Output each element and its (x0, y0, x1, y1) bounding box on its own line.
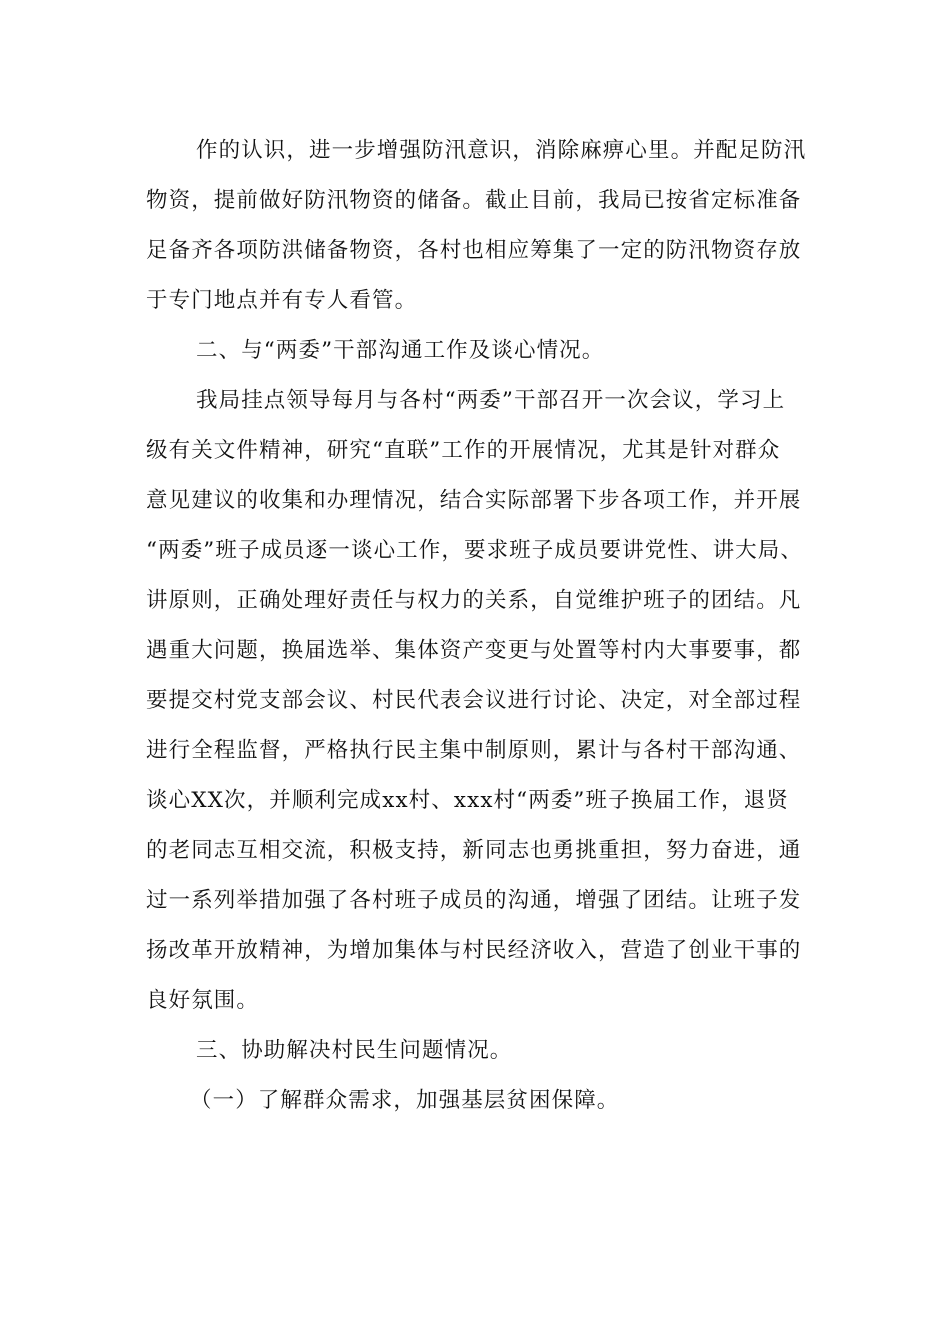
paragraph-line: 谈心XX次，并顺利完成xx村、xxx村“两委”班子换届工作，退贤 (146, 788, 789, 813)
paragraph-line: 扬改革开放精神，为增加集体与村民经济收入，营造了创业干事的 (146, 938, 802, 963)
paragraph-line: 的老同志互相交流，积极支持，新同志也勇挑重担，努力奋进，通 (146, 838, 802, 863)
section-heading: 三、协助解决村民生问题情况。 (196, 1038, 513, 1063)
paragraph-line: 作的认识，进一步增强防汛意识，消除麻痹心里。并配足防汛 (196, 138, 807, 163)
paragraph-line: “两委”班子成员逐一谈心工作，要求班子成员要讲党性、讲大局、 (146, 538, 803, 563)
paragraph-line: 进行全程监督，严格执行民主集中制原则，累计与各村干部沟通、 (146, 738, 802, 763)
paragraph-line: 要提交村党支部会议、村民代表会议进行讨论、决定，对全部过程 (146, 688, 802, 713)
paragraph-line: 意见建议的收集和办理情况，结合实际部署下步各项工作，并开展 (146, 488, 802, 513)
paragraph-line: 讲原则，正确处理好责任与权力的关系，自觉维护班子的团结。凡 (146, 588, 802, 613)
subsection-heading: （一）了解群众需求，加强基层贫困保障。 (190, 1088, 620, 1113)
paragraph-line: 足备齐各项防洪储备物资，各村也相应筹集了一定的防汛物资存放 (146, 238, 802, 263)
paragraph-line: 遇重大问题，换届选举、集体资产变更与处置等村内大事要事，都 (146, 638, 802, 663)
paragraph-line: 良好氛围。 (146, 988, 260, 1013)
paragraph-line: 级有关文件精神，研究“直联”工作的开展情况，尤其是针对群众 (146, 438, 781, 463)
paragraph-line: 我局挂点领导每月与各村“两委”干部召开一次会议，学习上 (196, 388, 786, 413)
section-heading: 二、与“两委”干部沟通工作及谈心情况。 (196, 338, 605, 363)
paragraph-line: 于专门地点并有专人看管。 (146, 288, 418, 313)
paragraph-line: 物资，提前做好防汛物资的储备。截止目前，我局已按省定标准备 (146, 188, 802, 213)
paragraph-line: 过一系列举措加强了各村班子成员的沟通，增强了团结。让班子发 (146, 888, 802, 913)
